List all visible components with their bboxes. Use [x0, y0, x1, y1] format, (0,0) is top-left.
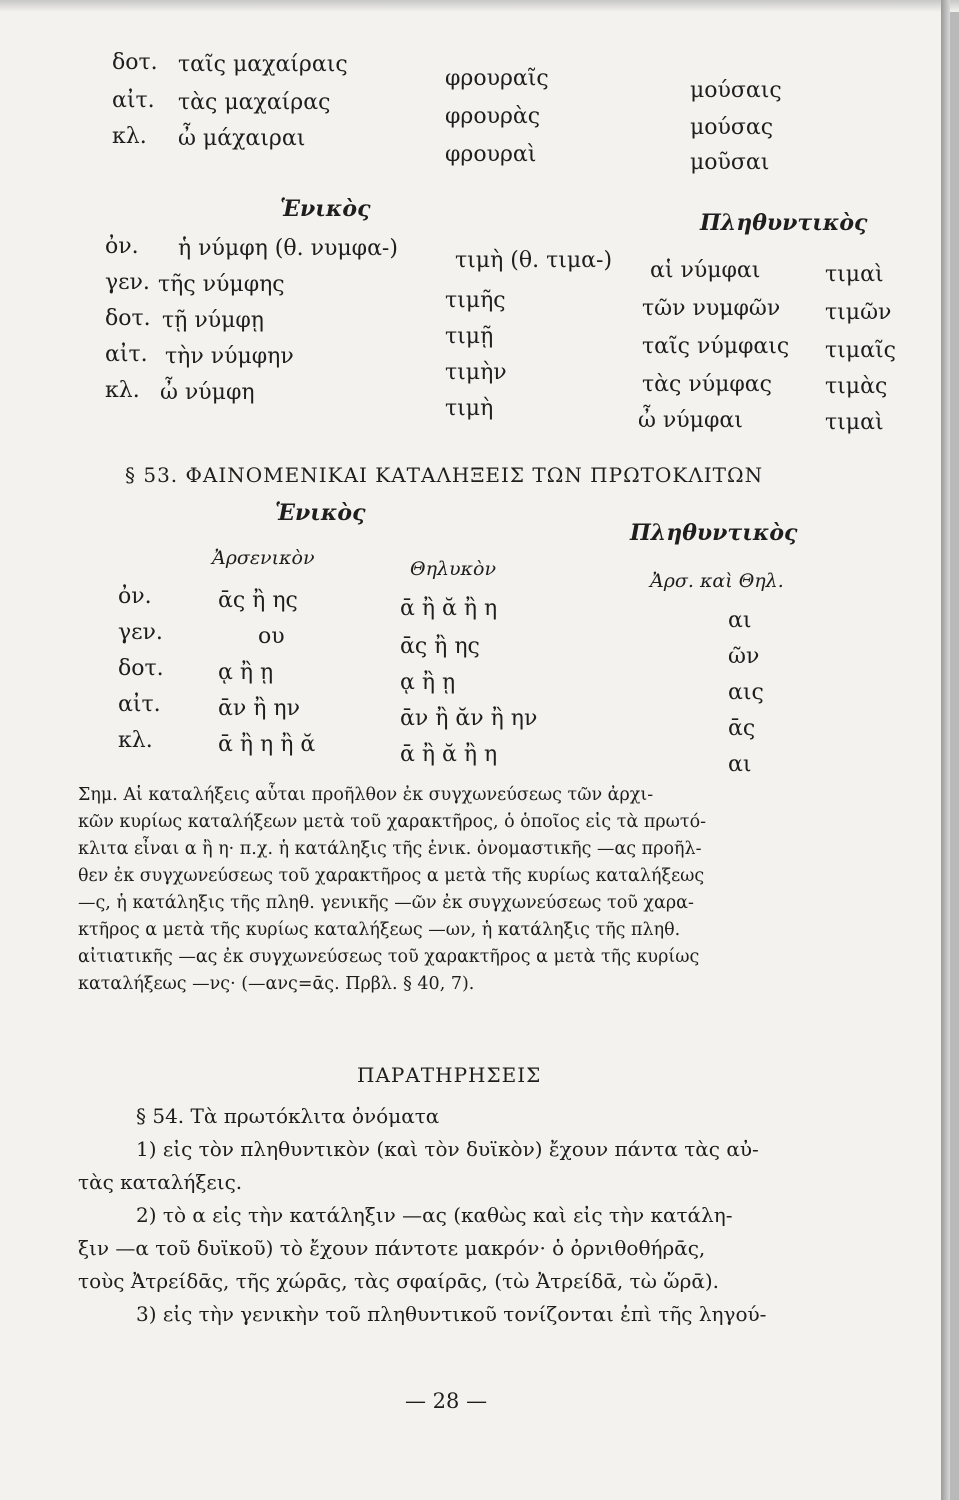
- subheading-masculine: Ἀρσενικὸν: [212, 547, 315, 569]
- case-label: αἰτ.: [118, 692, 161, 717]
- ending-cell: ᾱς ἢ ης: [400, 634, 480, 659]
- ending-cell: αι: [728, 752, 752, 777]
- form-cell: αἱ νύμφαι: [650, 258, 761, 283]
- subheading-plural: Ἀρσ. καὶ Θηλ.: [650, 570, 784, 592]
- form-cell: τιμὴ: [445, 396, 494, 421]
- remarks-title: ΠΑΡΑΤΗΡΗΣΕΙΣ: [357, 1063, 542, 1087]
- note-line: κλιτα εἶναι α ἢ η· π.χ. ἡ κατάληξις τῆς ἑνικ. ὀνομαστικῆς —ας προῆλ-: [78, 839, 702, 859]
- case-label: κλ.: [105, 378, 140, 403]
- ending-cell: ᾱ ἢ η ἢ ᾰ: [218, 732, 316, 757]
- form-cell: ὦ νύμφαι: [638, 408, 743, 433]
- form-cell: τῇ νύμφῃ: [162, 308, 264, 333]
- case-label: ὀν.: [118, 584, 152, 609]
- note-line: θεν ἐκ συγχωνεύσεως τοῦ χαρακτῆρος α μετὰ τῆς κυρίως καταλήξεως: [78, 866, 705, 886]
- heading-singular: Ἑνικὸς: [280, 196, 371, 222]
- remarks-line: τοὺς Ἀτρείδᾱς, τῆς χώρᾱς, τὰς σφαίρᾱς, (τὼ Ἀτρείδᾱ, τὼ ὥρᾱ).: [78, 1269, 720, 1293]
- form-cell: τὰς μαχαίρας: [178, 90, 331, 115]
- note-line: κτῆρος α μετὰ τῆς κυρίως καταλήξεως —ων, ἡ κατάληξις τῆς πληθ.: [78, 920, 681, 940]
- ending-cell: ᾱ ἢ ᾰ ἢ η: [400, 742, 498, 767]
- section-title: § 53. ΦΑΙΝΟΜΕΝΙΚΑΙ ΚΑΤΑΛΗΞΕΙΣ ΤΩΝ ΠΡΩΤΟΚΛΙΤΩΝ: [125, 463, 764, 487]
- remarks-line: § 54. Τὰ πρωτόκλιτα ὀνόματα: [136, 1104, 440, 1128]
- heading-plural: Πληθυντικὸς: [700, 210, 868, 236]
- ending-cell: ου: [258, 624, 285, 649]
- case-label: δοτ.: [112, 50, 158, 75]
- note-line: Σημ. Αἱ καταλήξεις αὗται προῆλθον ἐκ συγχωνεύσεως τῶν ἀρχι-: [78, 785, 654, 805]
- case-label: δοτ.: [105, 306, 151, 331]
- remarks-line: 2) τὸ α εἰς τὴν κατάληξιν —ας (καθὼς καὶ εἰς τὴν κατάλη-: [136, 1203, 733, 1227]
- ending-cell: ᾳ ἢ ῃ: [218, 660, 274, 685]
- form-cell: ταῖς μαχαίραις: [178, 52, 348, 77]
- form-cell: ὦ μάχαιραι: [178, 126, 306, 151]
- case-label: αἰτ.: [105, 342, 148, 367]
- form-cell: τιμὰς: [825, 374, 888, 399]
- form-cell: φρουραὶ: [445, 142, 537, 167]
- heading-plural: Πληθυντικὸς: [630, 520, 798, 546]
- form-cell: τιμῇ: [445, 324, 494, 349]
- note-line: —ς, ἡ κατάληξις τῆς πληθ. γενικῆς —ῶν ἐκ συγχωνεύσεως τοῦ χαρα-: [78, 893, 694, 913]
- remarks-line: τὰς καταλήξεις.: [78, 1170, 243, 1194]
- case-label: κλ.: [118, 728, 153, 753]
- ending-cell: αι: [728, 608, 752, 633]
- ending-cell: ᾱς ἢ ης: [218, 588, 298, 613]
- case-label: κλ.: [112, 124, 147, 149]
- page-top-shadow: [0, 0, 959, 12]
- form-cell: τῆς νύμφης: [158, 272, 285, 297]
- form-cell: τιμῶν: [825, 300, 892, 325]
- form-cell: ἡ νύμφη (θ. νυμφα-): [178, 236, 398, 261]
- form-cell: τιμαῖς: [825, 338, 896, 363]
- ending-cell: ᾱν ἢ ην: [218, 696, 300, 721]
- ending-cell: ᾱν ἢ ᾰν ἢ ην: [400, 706, 538, 731]
- form-cell: μούσας: [690, 115, 774, 140]
- case-label: ὀν.: [105, 234, 139, 259]
- ending-cell: αις: [728, 680, 764, 705]
- form-cell: τιμῆς: [445, 288, 506, 313]
- remarks-line: ξιν —α τοῦ δυϊκοῦ) τὸ ἔχουν πάντοτε μακρόν· ὁ ὀρνιθοθήρᾱς,: [78, 1236, 706, 1260]
- ending-cell: ᾱ ἢ ᾰ ἢ η: [400, 596, 498, 621]
- form-cell: μούσαις: [690, 78, 782, 103]
- form-cell: φρουρὰς: [445, 104, 541, 129]
- form-cell: μοῦσαι: [690, 150, 770, 175]
- form-cell: τὴν νύμφην: [165, 344, 294, 369]
- form-cell: ὦ νύμφη: [160, 380, 255, 405]
- form-cell: τιμαὶ: [825, 262, 884, 287]
- ending-cell: ᾳ ἢ ῃ: [400, 670, 456, 695]
- note-line: αἰτιατικῆς —ας ἐκ συγχωνεύσεως τοῦ χαρακτῆρος α μετὰ τῆς κυρίως: [78, 947, 700, 967]
- note-paragraph: [78, 782, 878, 998]
- case-label: γεν.: [118, 620, 163, 645]
- remarks-line: 1) εἰς τὸν πληθυντικὸν (καὶ τὸν δυϊκὸν) ἔχουν πάντα τὰς αὐ-: [136, 1137, 759, 1161]
- remarks-line: 3) εἰς τὴν γενικὴν τοῦ πληθυντικοῦ τονίζονται ἐπὶ τῆς ληγού-: [136, 1302, 767, 1326]
- form-cell: τὰς νύμφας: [642, 372, 772, 397]
- case-label: γεν.: [105, 270, 150, 295]
- note-line: κῶν κυρίως καταλήξεων μετὰ τοῦ χαρακτῆρος, ὁ ὁποῖος εἰς τὰ πρωτό-: [78, 812, 707, 832]
- ending-cell: ᾱς: [728, 716, 756, 741]
- form-cell: τιμὴν: [445, 360, 507, 385]
- form-cell: ταῖς νύμφαις: [642, 334, 790, 359]
- note-line: καταλήξεως —νς· (—ανς=ᾱς. Πρβλ. § 40, 7).: [78, 974, 475, 994]
- subheading-feminine: Θηλυκὸν: [410, 558, 497, 580]
- form-cell: φρουραῖς: [445, 66, 549, 91]
- page-number: — 28 —: [405, 1389, 488, 1413]
- form-cell: τιμὴ (θ. τιμα-): [455, 248, 613, 273]
- ending-cell: ῶν: [728, 644, 760, 669]
- remarks-body: [78, 1100, 878, 1331]
- page-edge-shadow: [941, 0, 950, 1500]
- form-cell: τιμαὶ: [825, 410, 884, 435]
- case-label: αἰτ.: [112, 88, 155, 113]
- form-cell: τῶν νυμφῶν: [642, 296, 781, 321]
- heading-singular: Ἑνικὸς: [275, 500, 366, 526]
- case-label: δοτ.: [118, 656, 164, 681]
